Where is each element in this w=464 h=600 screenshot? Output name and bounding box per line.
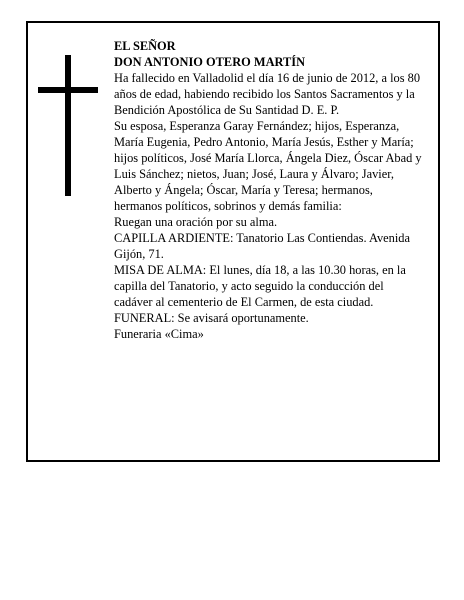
cross-vertical-bar xyxy=(65,55,71,196)
death-statement: Ha fallecido en Valladolid el día 16 de junio de 2012, a los 80 años de edad, habiendo recibido los Santos Sacramentos y la Bendición Apostólica de Su Santidad D. E. P. xyxy=(114,71,421,117)
mass-info: MISA DE ALMA: El lunes, día 18, a las 10.30 horas, en la capilla del Tanatorio, y acto seguido la conducción del cadáver al cementerio de El Carmen, de esta ciudad. xyxy=(114,263,406,309)
funeral-home: Funeraria «Cima» xyxy=(114,327,204,341)
cross-horizontal-bar xyxy=(38,87,98,93)
heading-title: EL SEÑOR xyxy=(114,39,176,53)
chapel-info: CAPILLA ARDIENTE: Tanatorio Las Contiendas. Avenida Gijón, 71. xyxy=(114,231,411,261)
funeral-info: FUNERAL: Se avisará oportunamente. xyxy=(114,311,309,325)
prayer-request: Ruegan una oración por su alma. xyxy=(114,215,278,229)
latin-cross-icon xyxy=(38,55,98,196)
deceased-name: DON ANTONIO OTERO MARTÍN xyxy=(114,55,306,69)
family-list: Su esposa, Esperanza Garay Fernández; hijos, Esperanza, María Eugenia, Pedro Antonio, María Jesús, Esther y María; hijos políticos, José María Llorca, Ángela Diez, Óscar Abad y Luis Sánchez; nietos, Juan; José, Laura y Álvaro; Javier, Alberto y Ángela; Óscar, María y Teresa; hermanos, hermanos políticos, sobrinos y demás familia: xyxy=(114,119,422,213)
obituary-text xyxy=(114,38,424,342)
